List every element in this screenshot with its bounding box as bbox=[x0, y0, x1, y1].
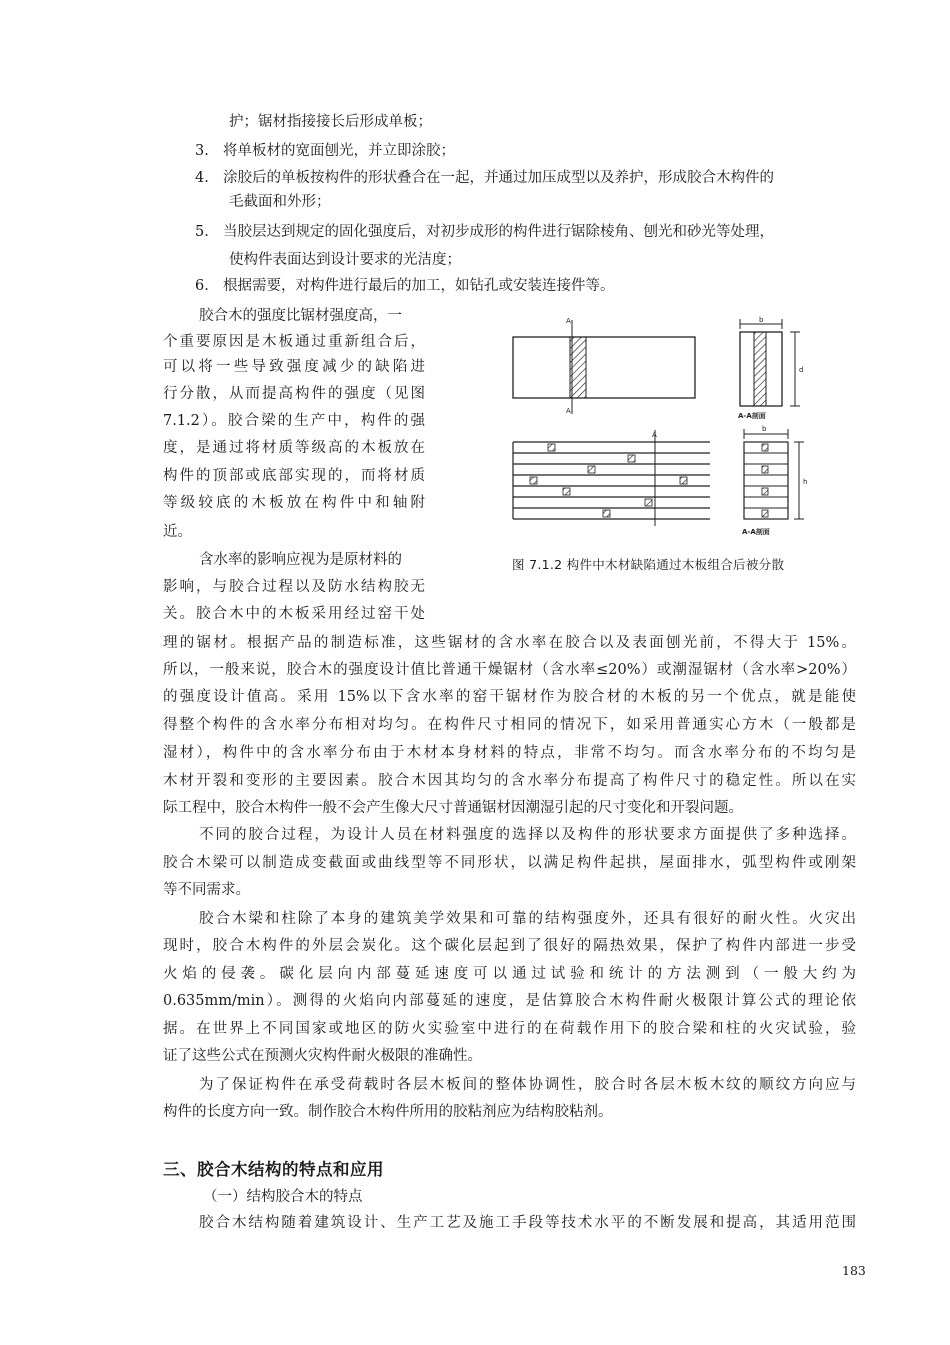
text-line: 胶合木梁和柱除了本身的建筑美学效果和可靠的结构强度外，还具有很好的耐火性。火灾出 bbox=[199, 911, 856, 927]
text-line: 度，是通过将材质等级高的木板放在 bbox=[163, 440, 425, 456]
text-line: 个重要原因是木板通过重新组合后， bbox=[163, 334, 425, 350]
list-text: 根据需要，对构件进行最后的加工，如钻孔或安装连接件等。 bbox=[223, 278, 615, 294]
page-number: 183 bbox=[842, 1263, 866, 1278]
text-line: 胶合木梁可以制造成变截面或曲线型等不同形状，以满足构件起拱，屋面排水，弧型构件或刚架 bbox=[163, 855, 856, 871]
list-number: 4. bbox=[195, 170, 209, 186]
text-line: 胶合木的强度比锯材强度高，一 bbox=[199, 308, 402, 324]
text-line: 不同的胶合过程，为设计人员在材料强度的选择以及构件的形状要求方面提供了多种选择。 bbox=[199, 827, 856, 843]
text-line: 7.1.2）。胶合梁的生产中，构件的强 bbox=[163, 413, 425, 429]
text-line: 含水率的影响应视为是原材料的 bbox=[199, 552, 402, 568]
subsection-heading: （一）结构胶合木的特点 bbox=[203, 1189, 363, 1205]
text-line: 湿材），构件中的含水率分布由于木材本身材料的特点，非常不均匀。而含水率分布的不均匀是 bbox=[163, 745, 856, 761]
list-text: 使构件表面达到设计要求的光洁度； bbox=[229, 252, 461, 268]
text-line: 际工程中，胶合木构件一般不会产生像大尺寸普通锯材因潮湿引起的尺寸变化和开裂问题。 bbox=[163, 800, 743, 816]
section-mark-a: A bbox=[566, 407, 571, 415]
text-line: 行分散，从而提高构件的强度（见图 bbox=[163, 386, 425, 402]
text-line: 得整个构件的含水率分布相对均匀。在构件尺寸相同的情况下，如采用普通实心方木（一般都是 bbox=[163, 717, 856, 733]
section-heading: 三、胶合木结构的特点和应用 bbox=[163, 1160, 384, 1179]
text-line: 理的锯材。根据产品的制造标准，这些锯材的含水率在胶合以及表面刨光前，不得大于 15%。 bbox=[163, 635, 856, 651]
list-text: 涂胶后的单板按构件的形状叠合在一起，并通过加压成型以及养护，形成胶合木构件的 bbox=[223, 170, 774, 186]
figure-7-1-2 bbox=[500, 312, 840, 548]
section-mark-a: A bbox=[652, 431, 657, 439]
section-laminated bbox=[742, 425, 807, 536]
list-text: 毛截面和外形； bbox=[229, 194, 331, 210]
text-line: 构件的长度方向一致。制作胶合木构件所用的胶粘剂应为结构胶粘剂。 bbox=[163, 1104, 613, 1120]
list-text: 当胶层达到规定的固化强度后，对初步成形的构件进行锯除棱角、刨光和砂光等处理， bbox=[223, 224, 774, 240]
section-mark-a: A bbox=[566, 317, 571, 325]
beam-elevation-top bbox=[513, 317, 695, 415]
dimension-d: d bbox=[799, 366, 804, 374]
text-line: 可以将一些导致强度减少的缺陷进 bbox=[163, 359, 425, 375]
text-line: 为了保证构件在承受荷载时各层木板间的整体协调性，胶合时各层木板木纹的顺纹方向应与 bbox=[199, 1077, 856, 1093]
list-continuation: 护；锯材指接接长后形成单板； bbox=[229, 114, 432, 130]
beam-elevation-laminated bbox=[513, 430, 710, 526]
section-label: A-A剖面 bbox=[738, 412, 766, 420]
dimension-b: b bbox=[759, 316, 764, 324]
list-number: 6. bbox=[195, 278, 209, 294]
text-line: 近。 bbox=[163, 524, 192, 540]
text-line: 等不同需求。 bbox=[163, 882, 250, 898]
text-line: 影响，与胶合过程以及防水结构胶无 bbox=[163, 579, 425, 595]
dimension-h: h bbox=[803, 478, 808, 486]
text-line: 0.635mm/min）。测得的火焰向内部蔓延的速度，是估算胶合木构件耐火极限计算公式的理论依 bbox=[163, 993, 856, 1009]
dimension-b: b bbox=[762, 425, 767, 433]
text-line: 证了这些公式在预测火灾构件耐火极限的准确性。 bbox=[163, 1048, 482, 1064]
text-line: 据。在世界上不同国家或地区的防火实验室中进行的在荷载作用下的胶合梁和柱的火灾试验，验 bbox=[163, 1021, 856, 1037]
text-line: 构件的顶部或底部实现的，而将材质 bbox=[163, 468, 425, 484]
text-line: 火焰的侵袭。碳化层向内部蔓延速度可以通过试验和统计的方法测到（一般大约为 bbox=[163, 966, 856, 982]
figure-caption: 图 7.1.2 构件中木材缺陷通过木板组合后被分散 bbox=[512, 557, 785, 572]
text-line: 胶合木结构随着建筑设计、生产工艺及施工手段等技术水平的不断发展和提高，其适用范围 bbox=[199, 1215, 856, 1231]
text-line: 现时，胶合木构件的外层会炭化。这个碳化层起到了很好的隔热效果，保护了构件内部进一步受 bbox=[163, 938, 856, 954]
section-label: A-A剖面 bbox=[742, 528, 770, 536]
list-text: 将单板材的宽面刨光，并立即涂胶； bbox=[223, 143, 455, 159]
section-top bbox=[738, 316, 803, 420]
text-line: 等级较底的木板放在构件中和轴附 bbox=[163, 495, 425, 511]
text-line: 的强度设计值高。采用 15%以下含水率的窑干锯材作为胶合材的木板的另一个优点，就是能使 bbox=[163, 689, 856, 705]
text-line: 关。胶合木中的木板采用经过窑干处 bbox=[163, 606, 425, 622]
text-line: 所以，一般来说，胶合木的强度设计值比普通干燥锯材（含水率≤20%）或潮湿锯材（含水率>20%） bbox=[163, 662, 856, 678]
list-number: 5. bbox=[195, 224, 209, 240]
list-number: 3. bbox=[195, 143, 209, 159]
text-line: 木材开裂和变形的主要因素。胶合木因其均匀的含水率分布提高了构件尺寸的稳定性。所以在实 bbox=[163, 773, 856, 789]
